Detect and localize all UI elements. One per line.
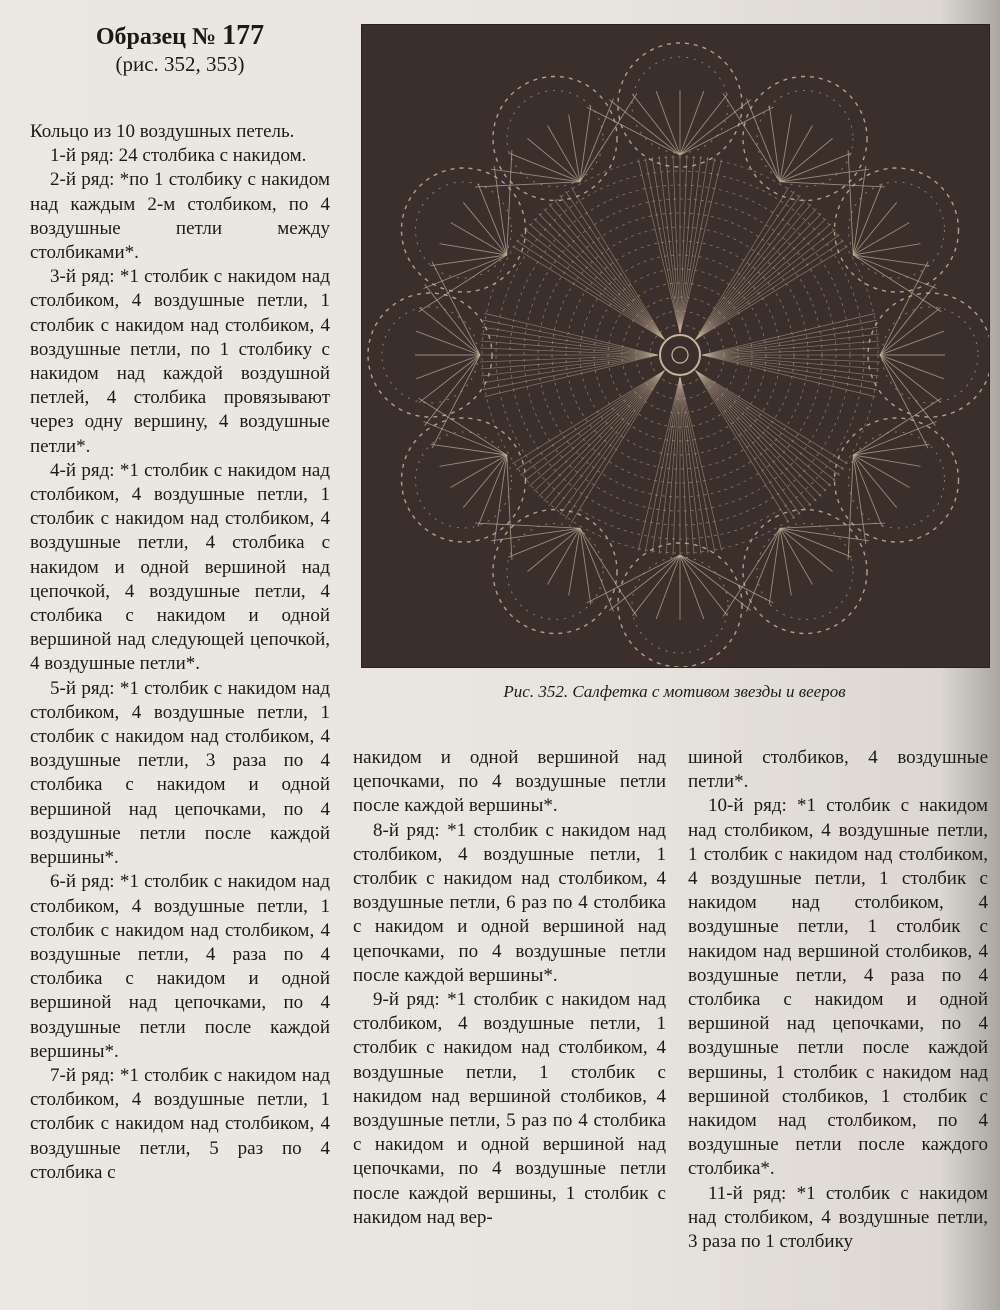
star-spoke	[549, 371, 665, 506]
star-spoke	[696, 371, 831, 487]
paragraph: 4-й ряд: *1 столбик с накидом над столбиком, 4 воздушные петли, 1 столбик с накидом над столбиком, 4 воздушные петли, 4 столбика с накидом и одной вершиной над цепочкой, 4 воздушные петли, 4 столбика с накидом и одной вершиной над следующей цепочкой, 4 воздушные петли*.	[30, 459, 330, 675]
star-spoke	[534, 371, 665, 492]
star-spoke	[680, 155, 694, 333]
star-spoke	[534, 219, 665, 340]
fan-ray	[580, 528, 591, 604]
star-spoke	[696, 371, 836, 481]
paragraph: 5-й ряд: *1 столбик с накидом над столбиком, 4 воздушные петли, 1 столбик с накидом над столбиком, 4 воздушные петли, 3 раза по 4 столбика с накидом и одной вершиной над цепочками, по 4 воздушные петли после каждой вершины*.	[30, 677, 330, 869]
pattern-title	[30, 20, 330, 52]
pattern-heading	[30, 20, 330, 76]
fan-ray	[478, 455, 507, 526]
center-hole	[672, 347, 688, 363]
text-column-2	[353, 746, 666, 1230]
paragraph: 1-й ряд: 24 столбика с накидом.	[50, 145, 307, 167]
star-spoke	[696, 235, 840, 340]
fan-ray	[880, 355, 941, 402]
fan-ray	[680, 94, 727, 155]
paragraph: 10-й ряд: *1 столбик с накидом над столбиком, 4 воздушные петли, 1 столбик с накидом над столбиком, 4 воздушные петли, 1 столбик с накидом над столбиком, 4 воздушные петли, 1 столбик с накидом над вершиной столбиков, 4 воздушные петли, 4 раза по 4 столбика с накидом и одной вершиной над цепочками, по 4 воздушные петли после каждой вершины, 1 столбик с накидом над вершиной столбиков, 1 столбик с накидом над столбиком, по 4 воздушные петли после каждого столбика*.	[688, 795, 988, 1180]
paragraph: Кольцо из 10 воздушных петель.	[30, 121, 295, 142]
star-spoke	[696, 204, 812, 339]
star-spoke	[696, 224, 831, 340]
text-column-1	[30, 120, 330, 1185]
fan-ray	[478, 184, 507, 255]
fan-ray	[580, 528, 614, 611]
fan-ray	[580, 528, 637, 616]
paragraph: 7-й ряд: *1 столбик с накидом над столбиком, 4 воздушные петли, 1 столбик с накидом над столбиком, 4 воздушные петли, 5 раз по 4 столбика с	[30, 1064, 330, 1183]
star-spoke	[652, 157, 680, 333]
fan-ray	[475, 523, 580, 528]
paragraph: 2-й ряд: *по 1 столбику с накидом над каждым 2-м столбиком, по 4 воздушные петли между столбиками*.	[30, 169, 330, 264]
fan-ray	[633, 555, 680, 616]
fan-ray	[509, 528, 580, 557]
fan-ray	[680, 555, 727, 616]
fan-ray	[419, 308, 480, 355]
star-spoke	[529, 371, 664, 487]
star-spoke	[680, 157, 708, 333]
star-spoke	[525, 371, 665, 481]
star-spoke	[696, 371, 840, 476]
fan-ray	[723, 528, 780, 616]
figure-references: (рис. 352, 353)	[115, 52, 245, 77]
fan-ray	[419, 398, 507, 455]
star-spoke	[696, 219, 827, 340]
star-spoke	[696, 371, 806, 511]
fan-ray	[580, 105, 591, 181]
fan-ray	[580, 98, 614, 181]
star-spoke	[696, 371, 817, 502]
star-spoke	[529, 224, 664, 340]
star-spoke	[539, 214, 665, 340]
fan-ray	[780, 153, 851, 182]
fan-ray	[475, 182, 580, 187]
star-spoke	[702, 327, 878, 355]
star-spoke	[696, 229, 836, 339]
fan-ray	[853, 455, 882, 526]
fan-ray	[853, 421, 936, 455]
paragraph: накидом и одной вершиной над цепочками, по 4 воздушные петли после каждой вершины*.	[353, 747, 666, 817]
star-spoke	[680, 377, 708, 553]
star-spoke	[549, 204, 665, 339]
text-column-3	[688, 746, 988, 1254]
fan-ray	[780, 523, 885, 528]
star-spoke	[482, 355, 658, 383]
star-spoke	[565, 371, 664, 519]
star-spoke	[696, 371, 812, 506]
center-ring	[660, 335, 700, 375]
star-spoke	[544, 371, 665, 502]
fan-ray	[633, 94, 680, 155]
fan-ray	[853, 444, 929, 455]
star-spoke	[696, 371, 827, 492]
star-spoke	[516, 240, 664, 339]
fan-ray	[780, 528, 851, 557]
star-spoke	[696, 200, 806, 340]
fan-ray	[419, 255, 507, 312]
fan-ray	[853, 255, 929, 266]
star-spoke	[696, 371, 844, 470]
fan-ray	[509, 153, 580, 182]
fan-ray	[880, 308, 941, 355]
paragraph: 8-й ряд: *1 столбик с накидом над столбиком, 4 воздушные петли, 1 столбик с накидом над столбиком, 4 воздушные петли, 6 раз по 4 столбика с накидом и одной вершиной над цепочками, по 4 воздушные петли после каждой вершины*.	[353, 819, 666, 986]
fan-ray	[769, 105, 780, 181]
fan-ray	[780, 182, 885, 187]
star-spoke	[544, 209, 665, 340]
fan-ray	[430, 255, 506, 266]
star-spoke	[696, 209, 817, 340]
star-spoke	[696, 214, 822, 340]
fan-ray	[419, 355, 480, 402]
doily-photo	[361, 24, 990, 668]
fan-ray	[769, 528, 780, 604]
star-spoke	[480, 341, 658, 355]
fan-ray	[848, 150, 853, 255]
fan-ray	[580, 94, 637, 182]
pattern-number: 177	[222, 20, 265, 51]
fan-ray	[507, 455, 512, 560]
star-spoke	[482, 327, 658, 355]
star-spoke	[554, 200, 664, 340]
paragraph: 6-й ряд: *1 столбик с накидом над столбиком, 4 воздушные петли, 1 столбик с накидом над столбиком, 4 воздушные петли, 4 раза по 4 столбика с накидом и одной вершиной над цепочками, по 4 воздушные петли после каждой вершины*.	[30, 871, 330, 1062]
paragraph: 11-й ряд: *1 столбик с накидом над столбиком, 4 воздушные петли, 3 раза по 1 столбику	[688, 1182, 988, 1253]
star-spoke	[666, 377, 680, 555]
paragraph: шиной столбиков, 4 воздушные петли*.	[688, 747, 988, 793]
star-spoke	[525, 229, 665, 339]
paragraph: 9-й ряд: *1 столбик с накидом над столбиком, 4 воздушные петли, 1 столбик с накидом над столбиком, 4 воздушные петли, 1 столбик с накидом над вершиной столбиков, 4 воздушные петли, 5 раз по 4 столбика с накидом и одной вершиной над цепочками, по 4 воздушные петли после каждой вершины, 1 столбик с накидом над вер-	[353, 989, 666, 1228]
fan-ray	[430, 444, 506, 455]
star-spoke	[696, 191, 795, 339]
star-spoke	[480, 355, 658, 369]
star-spoke	[702, 341, 880, 355]
fan-ray	[848, 455, 853, 560]
figure-caption: Рис. 352. Салфетка с мотивом звезды и вееров	[503, 682, 846, 701]
pattern-title-prefix: Образец №	[95, 24, 217, 50]
star-spoke	[554, 371, 664, 511]
star-spoke	[702, 355, 880, 369]
star-spoke	[652, 377, 680, 553]
fan-ray	[507, 150, 512, 255]
star-spoke	[680, 377, 694, 555]
star-spoke	[666, 155, 680, 333]
star-spoke	[702, 355, 878, 383]
doily-illustration	[362, 25, 989, 667]
paragraph: 3-й ряд: *1 столбик с накидом над столбиком, 4 воздушные петли, 1 столбик с накидом над столбиком, 4 воздушные петли, по 1 столбику с накидом над каждой воздушной петлей, 4 столбика провязывают через одну вершину, 4 воздушные петли*.	[30, 266, 330, 457]
fan-ray	[853, 184, 882, 255]
